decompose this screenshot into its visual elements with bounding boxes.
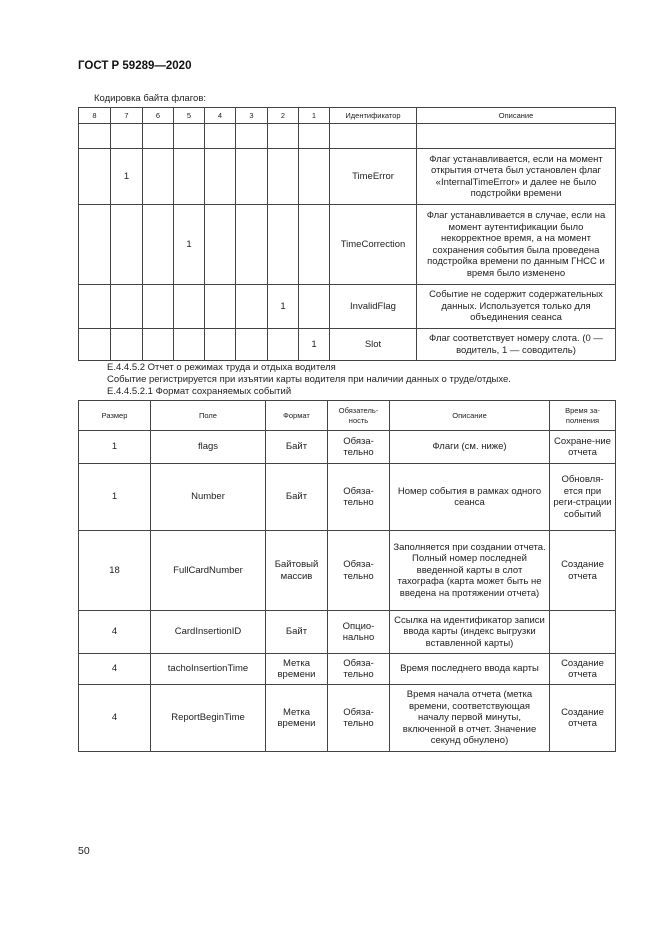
bit-cell — [174, 285, 205, 329]
table-row — [79, 611, 616, 654]
bit-cell — [205, 329, 236, 361]
bit-7-header: 7 — [111, 108, 143, 124]
fill-time-cell: Создание отчета — [550, 531, 616, 611]
description-cell: Номер события в рамках одного сеанса — [390, 464, 550, 531]
flags-header-row — [79, 108, 616, 124]
table-row — [79, 124, 616, 149]
field-cell: ReportBeginTime — [151, 685, 266, 752]
page-number: 50 — [78, 845, 90, 857]
fill-time-header: Время за-полнения — [550, 401, 616, 431]
table-row — [79, 685, 616, 752]
fill-time-cell: Создание отчета — [550, 685, 616, 752]
bit-cell — [143, 149, 174, 205]
bit-cell — [268, 205, 299, 285]
table-row — [79, 285, 616, 329]
description-cell: Событие не содержит содержательных данных. Используется только для объединения сеанса — [417, 285, 616, 329]
format-table-body — [79, 431, 616, 752]
required-cell: Обяза-тельно — [328, 531, 390, 611]
fill-time-cell: Обновля-ется при реги-страции событий — [550, 464, 616, 531]
size-header: Размер — [79, 401, 151, 431]
table-row — [79, 329, 616, 361]
bit-cell — [143, 124, 174, 149]
identifier-cell: TimeError — [330, 149, 417, 205]
description-cell: Время начала отчета (метка времени, соответствующая началу первой минуты, включенной в отчет. Значение секунд обнулено) — [390, 685, 550, 752]
bit-cell — [79, 285, 111, 329]
bit-cell — [236, 205, 268, 285]
bit-cell — [299, 285, 330, 329]
bit-cell — [174, 124, 205, 149]
table-row — [79, 431, 616, 464]
field-header: Поле — [151, 401, 266, 431]
bit-4-header: 4 — [205, 108, 236, 124]
field-cell: FullCardNumber — [151, 531, 266, 611]
format-cell: Байт — [266, 464, 328, 531]
document-header: ГОСТ Р 59289—2020 — [78, 60, 192, 72]
format-header-row — [79, 401, 616, 431]
bit-cell — [205, 205, 236, 285]
fill-time-cell: Создание отчета — [550, 654, 616, 685]
bit-cell — [143, 205, 174, 285]
bit-cell — [79, 124, 111, 149]
identifier-cell: InvalidFlag — [330, 285, 417, 329]
bit-cell — [299, 149, 330, 205]
bit-2-header: 2 — [268, 108, 299, 124]
format-cell: Байт — [266, 611, 328, 654]
bit-cell — [236, 124, 268, 149]
bit-cell — [111, 285, 143, 329]
subsection-heading: Е.4.4.5.2.1 Формат сохраняемых событий — [107, 386, 292, 397]
bit-cell — [143, 285, 174, 329]
bit-cell — [299, 205, 330, 285]
description-header: Описание — [390, 401, 550, 431]
bit-cell — [111, 329, 143, 361]
identifier-cell — [330, 124, 417, 149]
size-cell: 1 — [79, 431, 151, 464]
format-cell: Метка времени — [266, 685, 328, 752]
description-header: Описание — [417, 108, 616, 124]
bit-cell — [79, 329, 111, 361]
size-cell: 18 — [79, 531, 151, 611]
bit-cell — [143, 329, 174, 361]
required-cell: Опцио-нально — [328, 611, 390, 654]
section-heading: Е.4.4.5.2 Отчет о режимах труда и отдыха водителя — [107, 362, 336, 373]
size-cell: 4 — [79, 685, 151, 752]
bit-8-header: 8 — [79, 108, 111, 124]
bit-cell — [79, 149, 111, 205]
description-cell: Флаг устанавливается, если на момент открытия отчета был установлен флаг «InternalTimeError» и далее не было подстройки времени — [417, 149, 616, 205]
bit-3-header: 3 — [236, 108, 268, 124]
table-row — [79, 654, 616, 685]
table-row — [79, 531, 616, 611]
table-row — [79, 205, 616, 285]
bit-cell — [299, 124, 330, 149]
bit-cell — [205, 124, 236, 149]
bit-cell: 1 — [174, 205, 205, 285]
description-cell: Заполняется при создании отчета. Полный номер последней введенной карты в слот тахографа (карта может быть не введена на протяжении отчета) — [390, 531, 550, 611]
description-cell: Флаг соответствует номеру слота. (0 — водитель, 1 — соводитель) — [417, 329, 616, 361]
event-format-table — [78, 400, 616, 752]
description-cell: Флаг устанавливается в случае, если на момент аутентификации было некорректное время, а на момент сохранения события была проведена подстройка времени по данным ГНСС и время было изменено — [417, 205, 616, 285]
field-cell: tachoInsertionTime — [151, 654, 266, 685]
required-cell: Обяза-тельно — [328, 685, 390, 752]
table-row — [79, 464, 616, 531]
bit-1-header: 1 — [299, 108, 330, 124]
size-cell: 1 — [79, 464, 151, 531]
field-cell: Number — [151, 464, 266, 531]
field-cell: flags — [151, 431, 266, 464]
field-cell: CardInsertionID — [151, 611, 266, 654]
identifier-header: Идентификатор — [330, 108, 417, 124]
fill-time-cell: Сохране-ние отчета — [550, 431, 616, 464]
bit-cell — [205, 149, 236, 205]
description-cell — [417, 124, 616, 149]
bit-cell — [268, 124, 299, 149]
description-cell: Ссылка на идентификатор записи ввода карты (индекс выгрузки вставленной карты) — [390, 611, 550, 654]
format-cell: Байтовый массив — [266, 531, 328, 611]
bit-cell: 1 — [268, 285, 299, 329]
required-header: Обязатель-ность — [328, 401, 390, 431]
bit-cell — [236, 329, 268, 361]
flags-table — [78, 107, 616, 361]
format-header: Формат — [266, 401, 328, 431]
bit-6-header: 6 — [143, 108, 174, 124]
bit-cell — [174, 329, 205, 361]
format-cell: Метка времени — [266, 654, 328, 685]
required-cell: Обяза-тельно — [328, 654, 390, 685]
bit-cell — [268, 149, 299, 205]
identifier-cell: TimeCorrection — [330, 205, 417, 285]
size-cell: 4 — [79, 654, 151, 685]
bit-cell — [111, 124, 143, 149]
bit-cell: 1 — [111, 149, 143, 205]
fill-time-cell — [550, 611, 616, 654]
description-cell: Флаги (см. ниже) — [390, 431, 550, 464]
description-cell: Время последнего ввода карты — [390, 654, 550, 685]
section-text — [107, 362, 511, 398]
bit-cell — [205, 285, 236, 329]
format-cell: Байт — [266, 431, 328, 464]
bit-cell — [174, 149, 205, 205]
bit-cell — [268, 329, 299, 361]
flags-caption: Кодировка байта флагов: — [94, 93, 207, 104]
required-cell: Обяза-тельно — [328, 464, 390, 531]
bit-cell — [236, 149, 268, 205]
bit-cell: 1 — [299, 329, 330, 361]
bit-5-header: 5 — [174, 108, 205, 124]
bit-cell — [79, 205, 111, 285]
identifier-cell: Slot — [330, 329, 417, 361]
bit-cell — [236, 285, 268, 329]
section-paragraph: Событие регистрируется при изъятии карты водителя при наличии данных о труде/отдыхе. — [107, 374, 511, 385]
size-cell: 4 — [79, 611, 151, 654]
table-row — [79, 149, 616, 205]
bit-cell — [111, 205, 143, 285]
required-cell: Обяза-тельно — [328, 431, 390, 464]
